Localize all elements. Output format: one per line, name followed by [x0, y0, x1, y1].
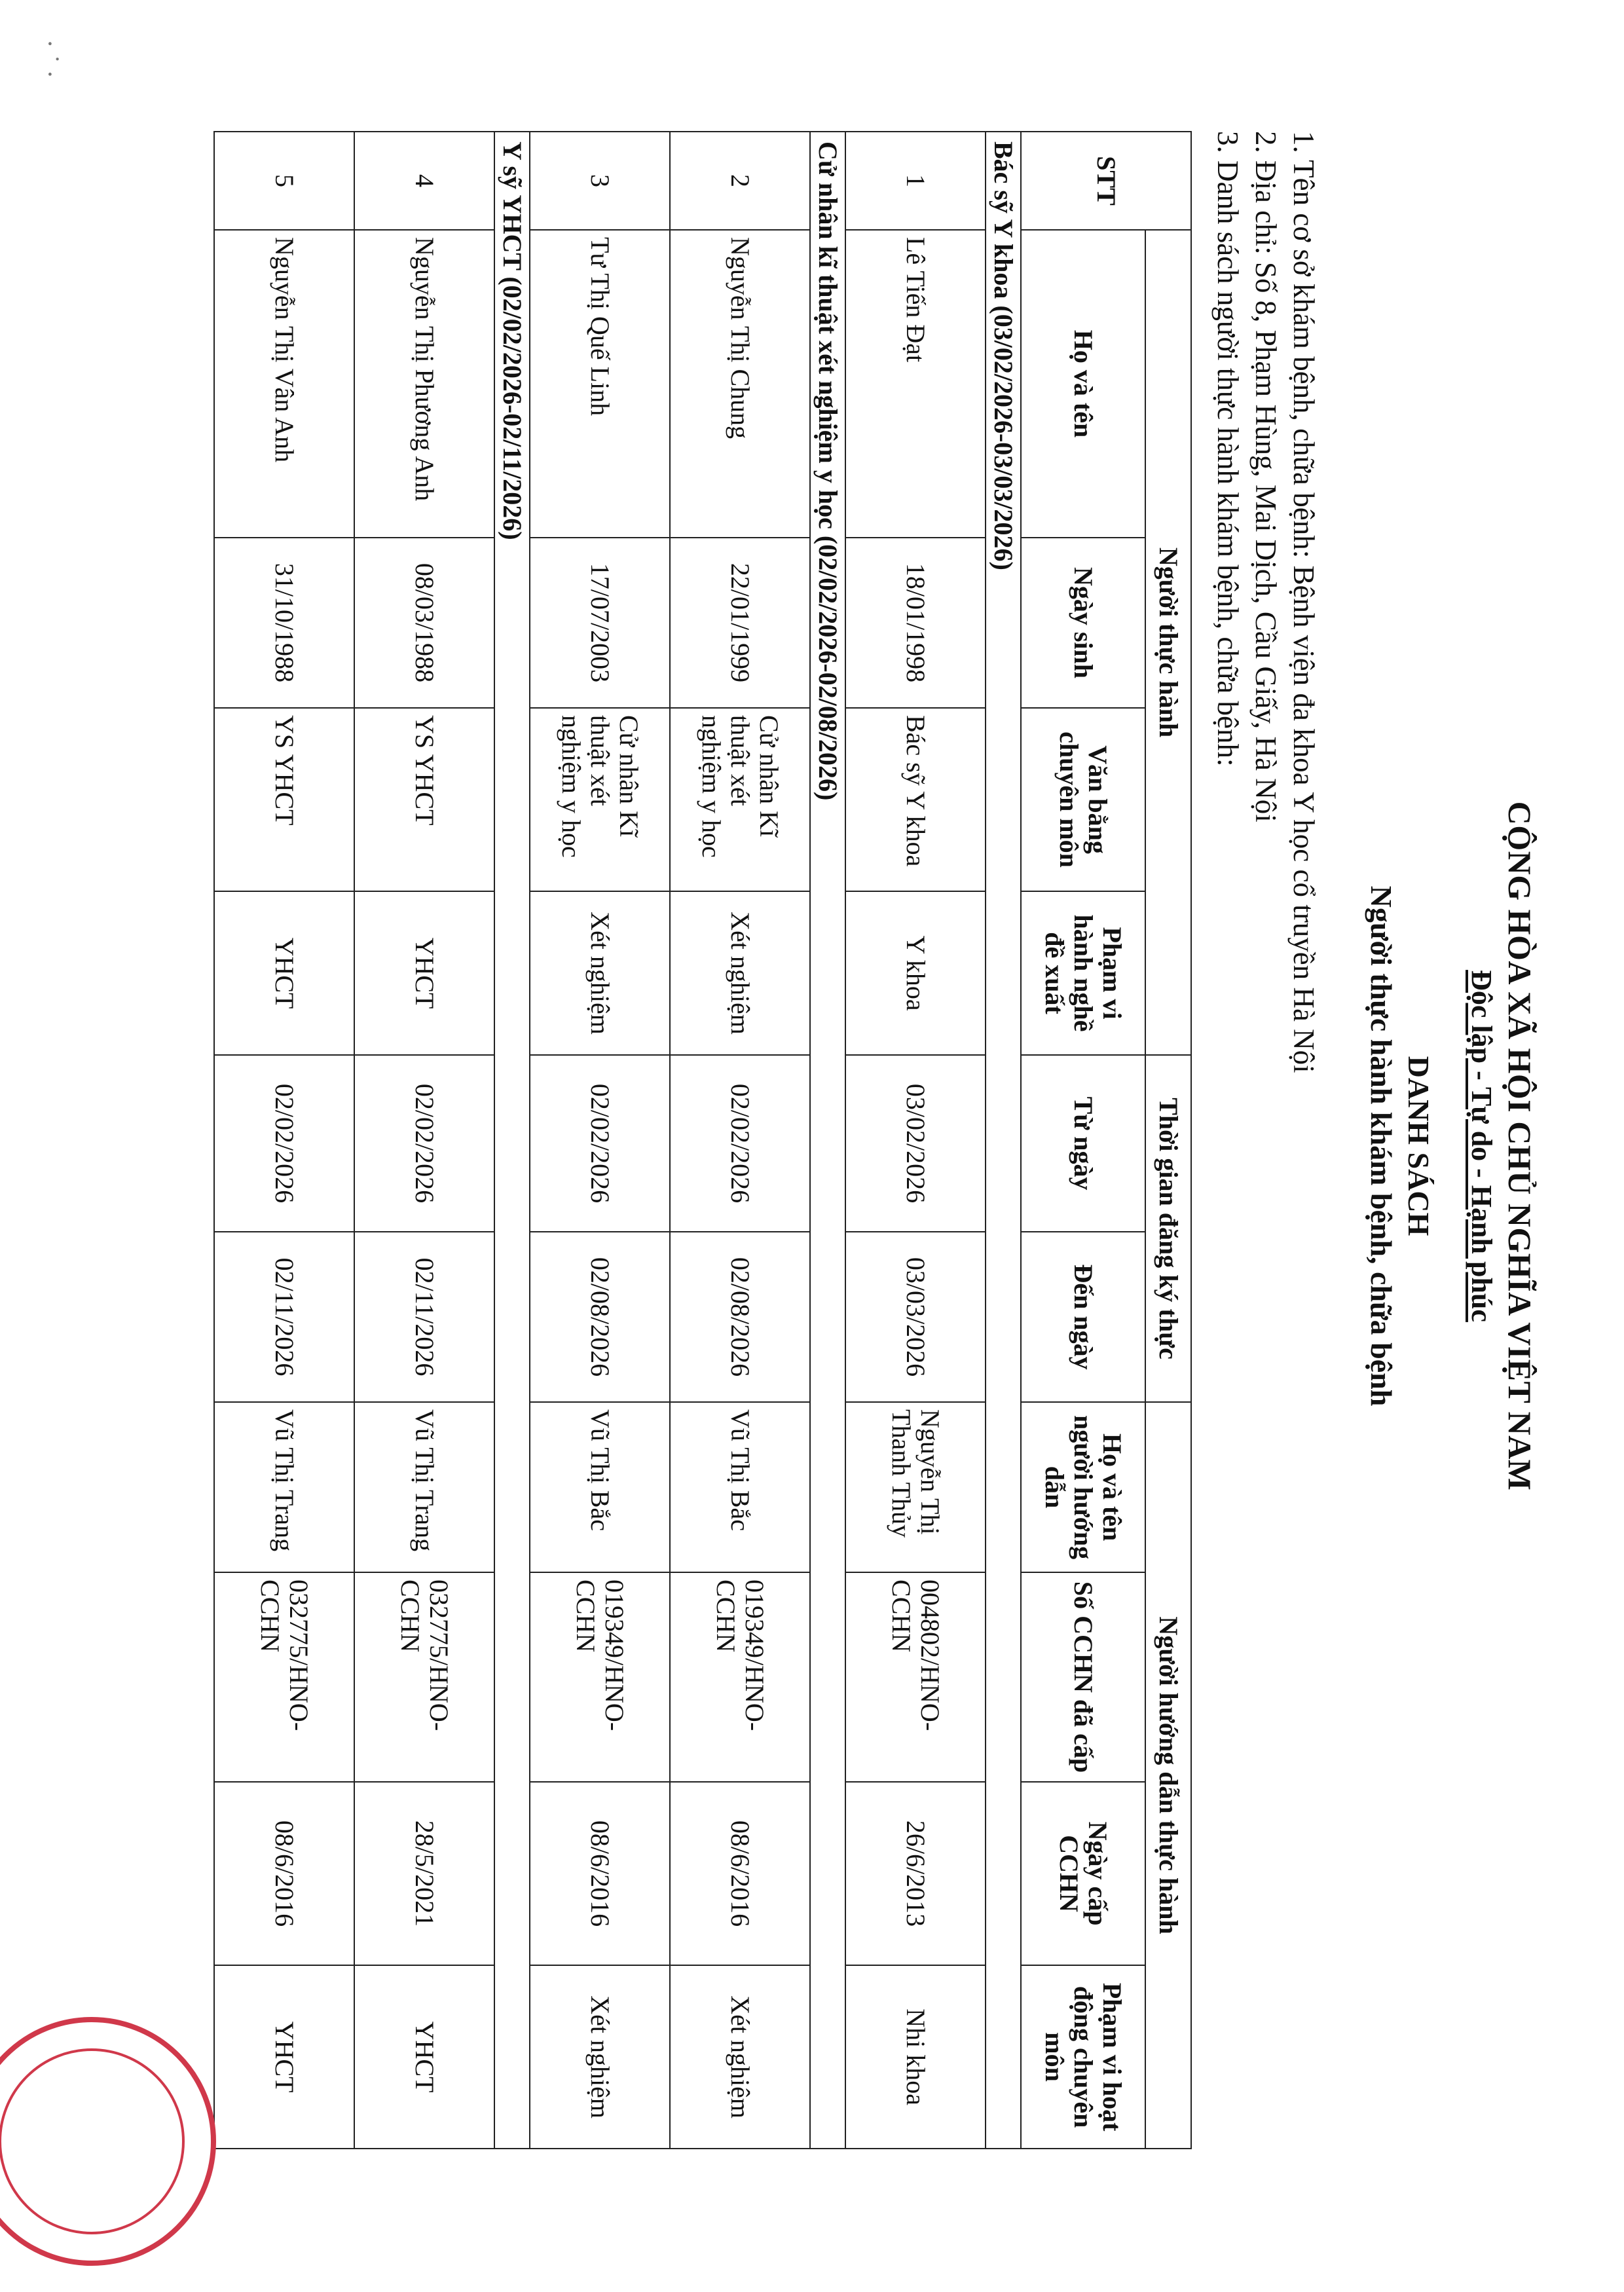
- document-header: [1364, 0, 1539, 2292]
- cell-from: 02/02/2026: [530, 1055, 670, 1232]
- cell-from: 03/02/2026: [845, 1055, 986, 1232]
- cell-to: 02/08/2026: [530, 1232, 670, 1402]
- table-row: [214, 132, 354, 2149]
- cell-name: Lê Tiến Đạt: [845, 230, 986, 538]
- cell-scope: YHCT: [354, 891, 494, 1055]
- cell-from: 02/02/2026: [214, 1055, 354, 1232]
- header-supervisor-name: Họ và tên người hướng dẫn: [1021, 1402, 1145, 1572]
- cell-name: Nguyễn Thị Phương Anh: [354, 230, 494, 538]
- scan-artifact: · ˙ ·: [35, 39, 65, 79]
- section-title: Cử nhân kĩ thuật xét nghiệm y học (02/02/2026-02/08/2026): [810, 132, 845, 2149]
- cell-supervisor-scope: YHCT: [354, 1965, 494, 2149]
- cell-scope: Xét nghiệm: [670, 891, 810, 1055]
- cell-name: Tư Thị Quế Linh: [530, 230, 670, 538]
- cell-cchn-number: 019349/HNO-CCHN: [670, 1572, 810, 1782]
- cell-degree: Cử nhân Kĩ thuật xét nghiệm y học: [670, 708, 810, 891]
- cell-cchn-date: 08/6/2016: [670, 1782, 810, 1965]
- cell-to: 02/11/2026: [354, 1232, 494, 1402]
- official-seal-stamp: [0, 2017, 216, 2266]
- cell-dob: 18/01/1998: [845, 538, 986, 708]
- cell-stt: 4: [354, 132, 494, 230]
- country-name: CỘNG HÒA XÃ HỘI CHỦ NGHĨA VIỆT NAM: [1502, 801, 1538, 1491]
- intro-block: [1209, 131, 1323, 1073]
- cell-to: 02/11/2026: [214, 1232, 354, 1402]
- header-supervisor-scope: Phạm vi hoạt động chuyên môn: [1021, 1965, 1145, 2149]
- section-title: Bác sỹ Y khoa (03/02/2026-03/03/2026): [986, 132, 1021, 2149]
- cell-cchn-date: 08/6/2016: [530, 1782, 670, 1965]
- list-intro-line: 3. Danh sách người thực hành khám bệnh, chữa bệnh:: [1211, 131, 1244, 767]
- table-row: [530, 132, 670, 2149]
- header-cchn-number: Số CCHN đã cấp: [1021, 1572, 1145, 1782]
- cell-supervisor-scope: Nhi khoa: [845, 1965, 986, 2149]
- document-title: DANH SÁCH: [1402, 1056, 1435, 1236]
- cell-degree: YS YHCT: [354, 708, 494, 891]
- cell-stt: 5: [214, 132, 354, 230]
- cell-supervisor-name: Nguyễn Thị Thanh Thủy: [845, 1402, 986, 1572]
- cell-degree: Cử nhân Kĩ thuật xét nghiệm y học: [530, 708, 670, 891]
- cell-cchn-number: 019349/HNO-CCHN: [530, 1572, 670, 1782]
- cell-supervisor-scope: Xét nghiệm: [530, 1965, 670, 2149]
- cell-stt: 3: [530, 132, 670, 230]
- cell-name: Nguyễn Thị Vân Anh: [214, 230, 354, 538]
- seal-inner-ring: [0, 2048, 185, 2234]
- practitioner-table: [213, 131, 1192, 2149]
- header-supervisor-group: Người hướng dẫn thực hành: [1145, 1402, 1191, 2149]
- document-subtitle: Người thực hành khám bệnh, chữa bệnh: [1365, 885, 1398, 1407]
- cell-cchn-date: 26/6/2013: [845, 1782, 986, 1965]
- header-stt: STT: [1021, 132, 1191, 230]
- header-to: Đến ngày: [1021, 1232, 1145, 1402]
- table-row: [845, 132, 986, 2149]
- header-practitioner-group: Người thực hành: [1145, 230, 1191, 1055]
- facility-name-line: 1. Tên cơ sở khám bệnh, chữa bệnh: Bệnh viện đa khoa Y học cổ truyền Hà Nội: [1287, 131, 1320, 1073]
- header-name: Họ và tên: [1021, 230, 1145, 538]
- header-degree: Văn bằng chuyên môn: [1021, 708, 1145, 891]
- cell-supervisor-name: Vũ Thị Trang: [354, 1402, 494, 1572]
- header-scope: Phạm vi hành nghề đề xuất: [1021, 891, 1145, 1055]
- table-row: [670, 132, 810, 2149]
- cell-stt: 2: [670, 132, 810, 230]
- cell-dob: 17/07/2003: [530, 538, 670, 708]
- national-motto: Độc lập - Tự do - Hạnh phúc: [1466, 970, 1498, 1322]
- cell-to: 03/03/2026: [845, 1232, 986, 1402]
- cell-cchn-number: 032775/HNO-CCHN: [354, 1572, 494, 1782]
- cell-to: 02/08/2026: [670, 1232, 810, 1402]
- cell-supervisor-name: Vũ Thị Bắc: [670, 1402, 810, 1572]
- cell-cchn-number: 004802/HNO-CCHN: [845, 1572, 986, 1782]
- cell-cchn-number: 032775/HNO-CCHN: [214, 1572, 354, 1782]
- header-period-group: Thời gian đăng ký thực: [1145, 1055, 1191, 1402]
- header-cchn-date: Ngày cấp CCHN: [1021, 1782, 1145, 1965]
- cell-degree: Bác sỹ Y khoa: [845, 708, 986, 891]
- header-dob: Ngày sinh: [1021, 538, 1145, 708]
- cell-from: 02/02/2026: [354, 1055, 494, 1232]
- section-title: Y sỹ YHCT (02/02/2026-02/11/2026): [494, 132, 530, 2149]
- header-from: Từ ngày: [1021, 1055, 1145, 1232]
- cell-supervisor-scope: Xét nghiệm: [670, 1965, 810, 2149]
- cell-stt: 1: [845, 132, 986, 230]
- cell-scope: YHCT: [214, 891, 354, 1055]
- cell-name: Nguyễn Thị Chung: [670, 230, 810, 538]
- cell-supervisor-scope: YHCT: [214, 1965, 354, 2149]
- cell-scope: Y khoa: [845, 891, 986, 1055]
- cell-cchn-date: 08/6/2016: [214, 1782, 354, 1965]
- cell-dob: 08/03/1988: [354, 538, 494, 708]
- cell-degree: YS YHCT: [214, 708, 354, 891]
- cell-supervisor-name: Vũ Thị Trang: [214, 1402, 354, 1572]
- cell-dob: 31/10/1988: [214, 538, 354, 708]
- cell-scope: Xét nghiệm: [530, 891, 670, 1055]
- address-line: 2. Địa chỉ: Số 8, Phạm Hùng, Mai Dịch, Cầu Giấy, Hà Nội: [1249, 131, 1282, 823]
- cell-supervisor-name: Vũ Thị Bắc: [530, 1402, 670, 1572]
- table-row: [354, 132, 494, 2149]
- cell-from: 02/02/2026: [670, 1055, 810, 1232]
- cell-dob: 22/01/1999: [670, 538, 810, 708]
- cell-cchn-date: 28/5/2021: [354, 1782, 494, 1965]
